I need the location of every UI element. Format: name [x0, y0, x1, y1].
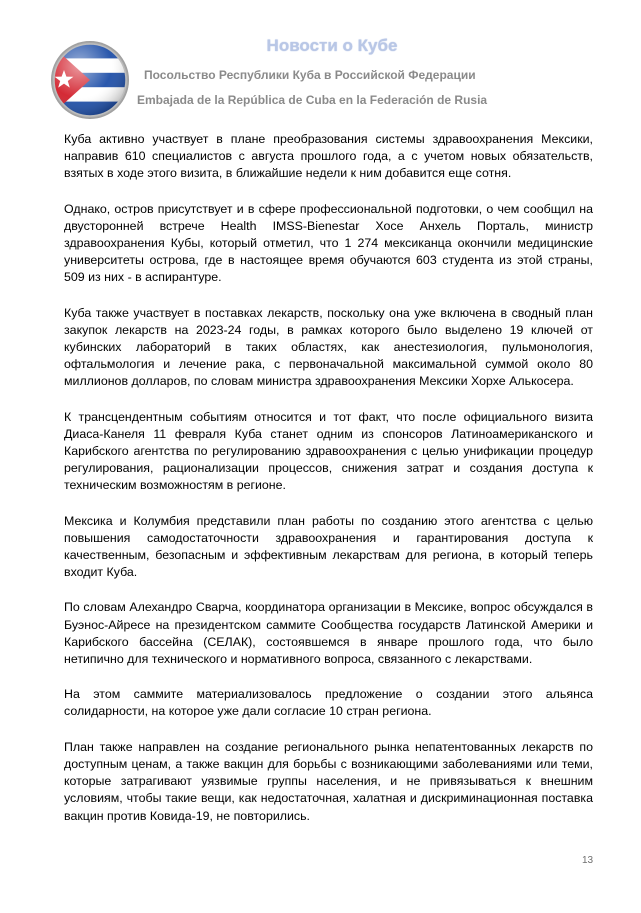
paragraph: Куба также участвует в поставках лекарств, поскольку она уже включена в сводный план закупок лекарств на 2023-24 годы, в рамках которого было выделено 19 ключей от кубинских лабораторий в таких областях, как анестезиология, пульмонология, офтальмология и лечение рака, с первоначальной максимальной суммой около 80 миллионов долларов, по словам министра здравоохранения Мексики Хорхе Алькосера.	[64, 305, 593, 389]
paragraph: Мексика и Колумбия представили план работы по созданию этого агентства с целью повышения самодостаточности здравоохранения и гарантирования доступа к качественным, безопасным и эффективным лекарствам для региона, в который теперь входит Куба.	[64, 513, 593, 580]
paragraph: На этом саммите материализовалось предложение о создании этого альянса солидарности, на которое уже дали согласие 10 стран региона.	[64, 687, 593, 719]
newsletter-title: Новости о Кубе	[266, 36, 398, 55]
paragraph: По словам Алехандро Сварча, координатора организации в Мексике, вопрос обсуждался в Буэнос-Айресе на президентском саммите Сообщества государств Латинской Америки и Карибского бассейна (СЕЛАК), состоявшемся в январе прошлого года, что было нетипично для технического и нормативного вопроса, связанного с лекарствами.	[64, 600, 593, 667]
embassy-name-es: Embajada de la República de Cuba en la Federación de Rusia	[137, 93, 488, 107]
page-number: 13	[582, 855, 594, 866]
embassy-name-ru: Посольство Республики Куба в Российской Федерации	[144, 68, 476, 82]
paragraph: Куба активно участвует в плане преобразования системы здравоохранения Мексики, направив 610 специалистов с августа прошлого года, а с учетом новых обязательств, взятых в ходе этого визита, в ближайшие недели к ним добавится еще сотня.	[64, 132, 593, 181]
paragraph: Однако, остров присутствует и в сфере профессиональной подготовки, о чем сообщил на двусторонней встрече Health IMSS-Bienestar Хосе Анхель Порталь, министр здравоохранения Кубы, который отметил, что 1 274 мексиканца окончили медицинские университеты острова, где в настоящее время обучаются 603 студента из этой страны, 509 из них - в аспирантуре.	[64, 201, 593, 285]
paragraph: План также направлен на создание регионального рынка непатентованных лекарств по доступным ценам, а также вакцин для борьбы с возникающими заболеваниями или теми, которые затрагивают уязвимые группы населения, и не привязываться к внешним условиям, чтобы такие вещи, как недостаточная, халатная и дискриминационная поставка вакцин против Ковида-19, не повторились.	[64, 739, 593, 823]
cuba-flag-globe-icon	[50, 40, 130, 120]
page-header	[0, 0, 641, 120]
paragraph: К трансцендентным событиям относится и тот факт, что после официального визита Диаса-Канеля 11 февраля Куба станет одним из спонсоров Латиноамериканского и Карибского агентства по регулированию здравоохранения с целью унификации процедур регулирования, рационализации процессов, снижения затрат и создания доступа к техническим возможностям в регионе.	[64, 409, 593, 493]
article-body	[64, 131, 593, 843]
